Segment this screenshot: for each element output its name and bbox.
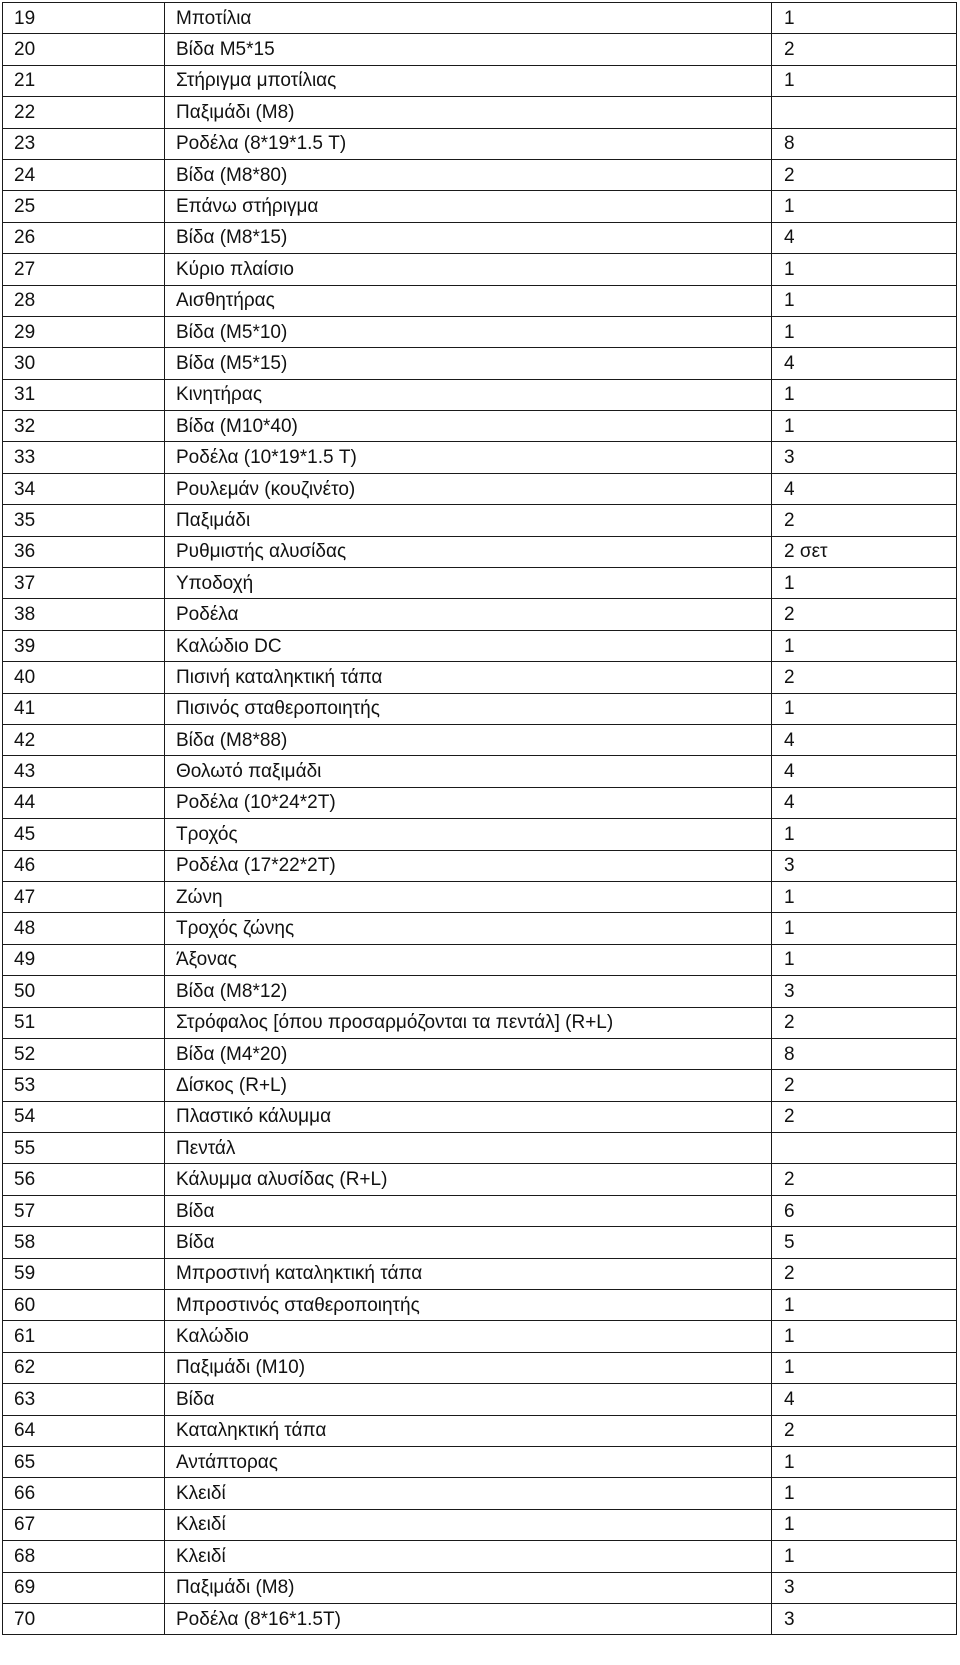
part-quantity-cell: 2 (772, 599, 957, 630)
table-row (3, 1384, 957, 1415)
table-row (3, 1603, 957, 1634)
part-quantity-cell: 2 (772, 1101, 957, 1132)
table-row (3, 128, 957, 159)
part-number-cell: 35 (3, 505, 165, 536)
part-quantity-cell (772, 1133, 957, 1164)
part-description-cell: Κλειδί (165, 1541, 772, 1572)
table-row (3, 1572, 957, 1603)
part-quantity-cell: 1 (772, 285, 957, 316)
part-description-cell: Κλειδί (165, 1509, 772, 1540)
table-row (3, 1509, 957, 1540)
table-row (3, 1038, 957, 1069)
part-description-cell: Ροδέλα (8*16*1.5T) (165, 1603, 772, 1634)
part-number-cell: 30 (3, 348, 165, 379)
part-quantity-cell: 2 (772, 1070, 957, 1101)
part-quantity-cell: 3 (772, 850, 957, 881)
part-quantity-cell: 2 σετ (772, 536, 957, 567)
table-row (3, 787, 957, 818)
part-number-cell: 37 (3, 568, 165, 599)
part-quantity-cell: 2 (772, 159, 957, 190)
part-number-cell: 58 (3, 1227, 165, 1258)
part-quantity-cell: 1 (772, 1321, 957, 1352)
part-quantity-cell: 8 (772, 1038, 957, 1069)
part-description-cell: Καλώδιο DC (165, 630, 772, 661)
part-description-cell: Άξονας (165, 944, 772, 975)
part-quantity-cell: 1 (772, 944, 957, 975)
table-row (3, 662, 957, 693)
table-row (3, 1195, 957, 1226)
part-quantity-cell: 4 (772, 348, 957, 379)
table-row (3, 913, 957, 944)
part-quantity-cell: 6 (772, 1195, 957, 1226)
part-number-cell: 31 (3, 379, 165, 410)
part-description-cell: Ροδέλα (165, 599, 772, 630)
part-number-cell: 59 (3, 1258, 165, 1289)
table-row (3, 1227, 957, 1258)
table-row (3, 724, 957, 755)
part-description-cell: Ροδέλα (10*19*1.5 T) (165, 442, 772, 473)
table-row (3, 254, 957, 285)
part-description-cell: Βίδα (165, 1227, 772, 1258)
part-description-cell: Αντάπτορας (165, 1446, 772, 1477)
part-description-cell: Κύριο πλαίσιο (165, 254, 772, 285)
part-quantity-cell: 1 (772, 819, 957, 850)
part-quantity-cell: 1 (772, 1446, 957, 1477)
part-quantity-cell: 1 (772, 254, 957, 285)
part-description-cell: Τροχός ζώνης (165, 913, 772, 944)
part-quantity-cell: 2 (772, 34, 957, 65)
part-number-cell: 26 (3, 222, 165, 253)
part-number-cell: 60 (3, 1290, 165, 1321)
part-number-cell: 45 (3, 819, 165, 850)
part-number-cell: 69 (3, 1572, 165, 1603)
part-quantity-cell: 4 (772, 787, 957, 818)
part-quantity-cell: 3 (772, 976, 957, 1007)
part-description-cell: Ροδέλα (10*24*2T) (165, 787, 772, 818)
part-description-cell: Αισθητήρας (165, 285, 772, 316)
part-quantity-cell: 2 (772, 505, 957, 536)
part-quantity-cell: 1 (772, 65, 957, 96)
table-row (3, 34, 957, 65)
table-row (3, 1133, 957, 1164)
part-number-cell: 19 (3, 3, 165, 34)
table-row (3, 1101, 957, 1132)
table-row (3, 1164, 957, 1195)
part-quantity-cell: 1 (772, 316, 957, 347)
table-row (3, 411, 957, 442)
part-quantity-cell: 1 (772, 1541, 957, 1572)
part-number-cell: 55 (3, 1133, 165, 1164)
part-number-cell: 20 (3, 34, 165, 65)
part-description-cell: Βίδα (M8*80) (165, 159, 772, 190)
part-number-cell: 29 (3, 316, 165, 347)
part-description-cell: Ρουλεμάν (κουζινέτο) (165, 473, 772, 504)
part-quantity-cell: 1 (772, 1478, 957, 1509)
part-number-cell: 25 (3, 191, 165, 222)
part-description-cell: Πισινή καταληκτική τάπα (165, 662, 772, 693)
table-row (3, 159, 957, 190)
parts-table-body (3, 3, 957, 1635)
part-quantity-cell: 1 (772, 630, 957, 661)
part-number-cell: 27 (3, 254, 165, 285)
table-row (3, 693, 957, 724)
part-quantity-cell: 2 (772, 662, 957, 693)
part-description-cell: Παξιμάδι (M8) (165, 1572, 772, 1603)
table-row (3, 285, 957, 316)
part-quantity-cell: 3 (772, 1572, 957, 1603)
part-description-cell: Βίδα M5*15 (165, 34, 772, 65)
part-quantity-cell: 4 (772, 756, 957, 787)
part-description-cell: Ροδέλα (17*22*2T) (165, 850, 772, 881)
part-number-cell: 40 (3, 662, 165, 693)
table-row (3, 536, 957, 567)
part-description-cell: Βίδα (M8*12) (165, 976, 772, 1007)
table-row (3, 316, 957, 347)
part-quantity-cell: 1 (772, 1290, 957, 1321)
part-description-cell: Κινητήρας (165, 379, 772, 410)
table-row (3, 881, 957, 912)
part-description-cell: Πλαστικό κάλυμμα (165, 1101, 772, 1132)
part-number-cell: 63 (3, 1384, 165, 1415)
part-description-cell: Θολωτό παξιμάδι (165, 756, 772, 787)
part-description-cell: Παξιμάδι (M8) (165, 97, 772, 128)
table-row (3, 3, 957, 34)
table-row (3, 944, 957, 975)
table-row (3, 1290, 957, 1321)
part-number-cell: 64 (3, 1415, 165, 1446)
part-description-cell: Βίδα (165, 1195, 772, 1226)
part-description-cell: Βίδα (165, 1384, 772, 1415)
part-quantity-cell: 2 (772, 1258, 957, 1289)
table-row (3, 97, 957, 128)
part-description-cell: Βίδα (M8*15) (165, 222, 772, 253)
part-description-cell: Βίδα (M10*40) (165, 411, 772, 442)
part-number-cell: 62 (3, 1352, 165, 1383)
table-row (3, 442, 957, 473)
table-row (3, 1352, 957, 1383)
part-description-cell: Κάλυμμα αλυσίδας (R+L) (165, 1164, 772, 1195)
part-number-cell: 56 (3, 1164, 165, 1195)
part-number-cell: 23 (3, 128, 165, 159)
part-number-cell: 70 (3, 1603, 165, 1634)
part-quantity-cell: 1 (772, 693, 957, 724)
part-number-cell: 41 (3, 693, 165, 724)
part-description-cell: Καλώδιο (165, 1321, 772, 1352)
table-row (3, 1258, 957, 1289)
table-row (3, 505, 957, 536)
part-number-cell: 53 (3, 1070, 165, 1101)
part-quantity-cell: 1 (772, 379, 957, 410)
part-quantity-cell: 1 (772, 3, 957, 34)
table-row (3, 473, 957, 504)
table-row (3, 1070, 957, 1101)
part-description-cell: Ροδέλα (8*19*1.5 T) (165, 128, 772, 159)
part-quantity-cell: 1 (772, 881, 957, 912)
part-description-cell: Πεντάλ (165, 1133, 772, 1164)
part-quantity-cell: 1 (772, 913, 957, 944)
part-number-cell: 57 (3, 1195, 165, 1226)
table-row (3, 976, 957, 1007)
table-row (3, 1415, 957, 1446)
part-number-cell: 54 (3, 1101, 165, 1132)
part-quantity-cell: 4 (772, 724, 957, 755)
part-description-cell: Καταληκτική τάπα (165, 1415, 772, 1446)
part-description-cell: Υποδοχή (165, 568, 772, 599)
part-number-cell: 44 (3, 787, 165, 818)
part-number-cell: 48 (3, 913, 165, 944)
part-description-cell: Ρυθμιστής αλυσίδας (165, 536, 772, 567)
part-number-cell: 66 (3, 1478, 165, 1509)
part-description-cell: Βίδα (M4*20) (165, 1038, 772, 1069)
part-description-cell: Παξιμάδι (M10) (165, 1352, 772, 1383)
part-description-cell: Μπροστινός σταθεροποιητής (165, 1290, 772, 1321)
part-description-cell: Κλειδί (165, 1478, 772, 1509)
part-description-cell: Βίδα (M8*88) (165, 724, 772, 755)
table-row (3, 65, 957, 96)
table-row (3, 568, 957, 599)
part-quantity-cell: 3 (772, 442, 957, 473)
part-quantity-cell: 1 (772, 1352, 957, 1383)
part-quantity-cell: 1 (772, 191, 957, 222)
part-description-cell: Μπροστινή καταληκτική τάπα (165, 1258, 772, 1289)
table-row (3, 1321, 957, 1352)
part-description-cell: Παξιμάδι (165, 505, 772, 536)
part-number-cell: 50 (3, 976, 165, 1007)
part-number-cell: 32 (3, 411, 165, 442)
part-number-cell: 42 (3, 724, 165, 755)
part-quantity-cell: 2 (772, 1007, 957, 1038)
table-row (3, 756, 957, 787)
part-number-cell: 43 (3, 756, 165, 787)
table-row (3, 1446, 957, 1477)
table-row (3, 850, 957, 881)
part-quantity-cell (772, 97, 957, 128)
part-number-cell: 39 (3, 630, 165, 661)
part-quantity-cell: 2 (772, 1415, 957, 1446)
part-description-cell: Ζώνη (165, 881, 772, 912)
part-number-cell: 52 (3, 1038, 165, 1069)
part-quantity-cell: 4 (772, 473, 957, 504)
part-number-cell: 61 (3, 1321, 165, 1352)
part-description-cell: Πισινός σταθεροποιητής (165, 693, 772, 724)
part-quantity-cell: 1 (772, 411, 957, 442)
table-row (3, 1541, 957, 1572)
part-description-cell: Επάνω στήριγμα (165, 191, 772, 222)
part-number-cell: 67 (3, 1509, 165, 1540)
table-row (3, 630, 957, 661)
part-description-cell: Δίσκος (R+L) (165, 1070, 772, 1101)
part-number-cell: 49 (3, 944, 165, 975)
part-number-cell: 65 (3, 1446, 165, 1477)
part-description-cell: Βίδα (M5*15) (165, 348, 772, 379)
part-number-cell: 21 (3, 65, 165, 96)
part-quantity-cell: 1 (772, 568, 957, 599)
part-number-cell: 34 (3, 473, 165, 504)
table-row (3, 1007, 957, 1038)
part-quantity-cell: 4 (772, 1384, 957, 1415)
table-row (3, 222, 957, 253)
part-quantity-cell: 2 (772, 1164, 957, 1195)
table-row (3, 191, 957, 222)
part-number-cell: 46 (3, 850, 165, 881)
part-number-cell: 36 (3, 536, 165, 567)
part-quantity-cell: 3 (772, 1603, 957, 1634)
part-number-cell: 28 (3, 285, 165, 316)
part-quantity-cell: 1 (772, 1509, 957, 1540)
part-description-cell: Μποτίλια (165, 3, 772, 34)
part-number-cell: 22 (3, 97, 165, 128)
part-number-cell: 51 (3, 1007, 165, 1038)
table-row (3, 379, 957, 410)
part-description-cell: Τροχός (165, 819, 772, 850)
part-number-cell: 24 (3, 159, 165, 190)
parts-table (2, 2, 957, 1635)
part-number-cell: 38 (3, 599, 165, 630)
part-description-cell: Βίδα (M5*10) (165, 316, 772, 347)
part-description-cell: Στήριγμα μποτίλιας (165, 65, 772, 96)
part-quantity-cell: 5 (772, 1227, 957, 1258)
table-row (3, 348, 957, 379)
part-number-cell: 47 (3, 881, 165, 912)
part-quantity-cell: 8 (772, 128, 957, 159)
table-row (3, 819, 957, 850)
part-description-cell: Στρόφαλος [όπου προσαρμόζονται τα πεντάλ] (R+L) (165, 1007, 772, 1038)
part-number-cell: 68 (3, 1541, 165, 1572)
part-number-cell: 33 (3, 442, 165, 473)
part-quantity-cell: 4 (772, 222, 957, 253)
table-row (3, 1478, 957, 1509)
table-row (3, 599, 957, 630)
